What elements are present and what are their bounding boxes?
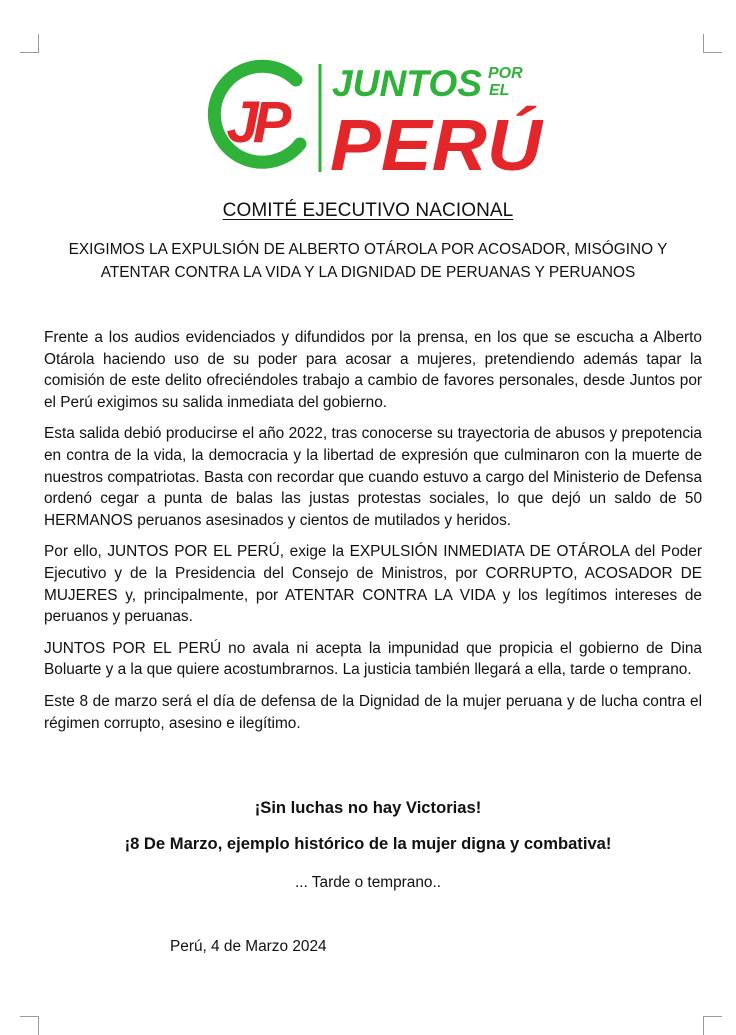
paragraph-5: Este 8 de marzo será el día de defensa de la Dignidad de la mujer peruana y de lucha contra el régimen corrupto, asesino e ilegítimo. [44, 692, 702, 732]
slogan-2: ¡8 De Marzo, ejemplo histórico de la mujer digna y combativa! [124, 834, 612, 853]
crop-mark-bottom-left [20, 1016, 39, 1035]
paragraph-2: Esta salida debió producirse el año 2022, tras conocerse su trayectoria de abusos y prepotencia en contra de la vida, la democracia y la libertad de expresión que culminaron con la muerte de nuestros compatriotas. Basta con recordar que cuando estuvo a cargo del Ministerio de Defensa ordenó cegar a punta de balas las justas protestas sociales, lo que dejó un saldo de 50 HERMANOS peruanos asesinados y cientos de mutilados y heridos. [44, 425, 702, 529]
closing-line: ... Tarde o temprano.. [294, 874, 441, 891]
logo-el: EL [489, 82, 510, 99]
logo-por: POR [488, 65, 523, 82]
headline-line-2: ATENTAR CONTRA LA VIDA Y LA DIGNIDAD DE PERUANAS Y PERUANOS [100, 264, 636, 281]
slogan-1: ¡Sin luchas no hay Victorias! [254, 798, 482, 817]
headline [30, 238, 706, 284]
crop-mark-bottom-right [703, 1016, 722, 1035]
logo-initials: JP [226, 90, 286, 155]
paragraph-4: JUNTOS POR EL PERÚ no avala ni acepta la impunidad que propicia el gobierno de Dina Boluarte y a la que quiere acostumbrarnos. La justicia también llegará a ella, tarde o temprano. [44, 639, 702, 679]
paragraph-1: Frente a los audios evidenciados y difundidos por la prensa, en los que se escucha a Alberto Otárola haciendo uso de su poder para acosar a mujeres, pretendiendo además tapar la comisión de este delito ofreciéndoles trabajo a cambio de favores personales, desde Juntos por el Perú exigimos su salida inmediata del gobierno. [44, 329, 702, 411]
logo-peru: PERÚ [330, 106, 545, 177]
logo-juntos: JUNTOS [332, 63, 483, 104]
headline-line-1: EXIGIMOS LA EXPULSIÓN DE ALBERTO OTÁROLA POR ACOSADOR, MISÓGINO Y [68, 241, 668, 258]
crop-mark-top-right [703, 34, 722, 53]
party-logo [200, 52, 550, 177]
paragraph-3: Por ello, JUNTOS POR EL PERÚ, exige la EXPULSIÓN INMEDIATA DE OTÁROLA del Poder Ejecutivo y de la Presidencia del Consejo de Ministros, por CORRUPTO, ACOSADOR DE MUJERES y, principalmente, por ATENTAR CONTRA LA VIDA y los legítimos intereses de peruanos y peruanas. [44, 543, 702, 626]
committee-heading: COMITÉ EJECUTIVO NACIONAL [222, 200, 514, 221]
crop-mark-top-left [20, 34, 39, 53]
place-date: Perú, 4 de Marzo 2024 [170, 938, 327, 955]
statement-body [44, 327, 702, 744]
